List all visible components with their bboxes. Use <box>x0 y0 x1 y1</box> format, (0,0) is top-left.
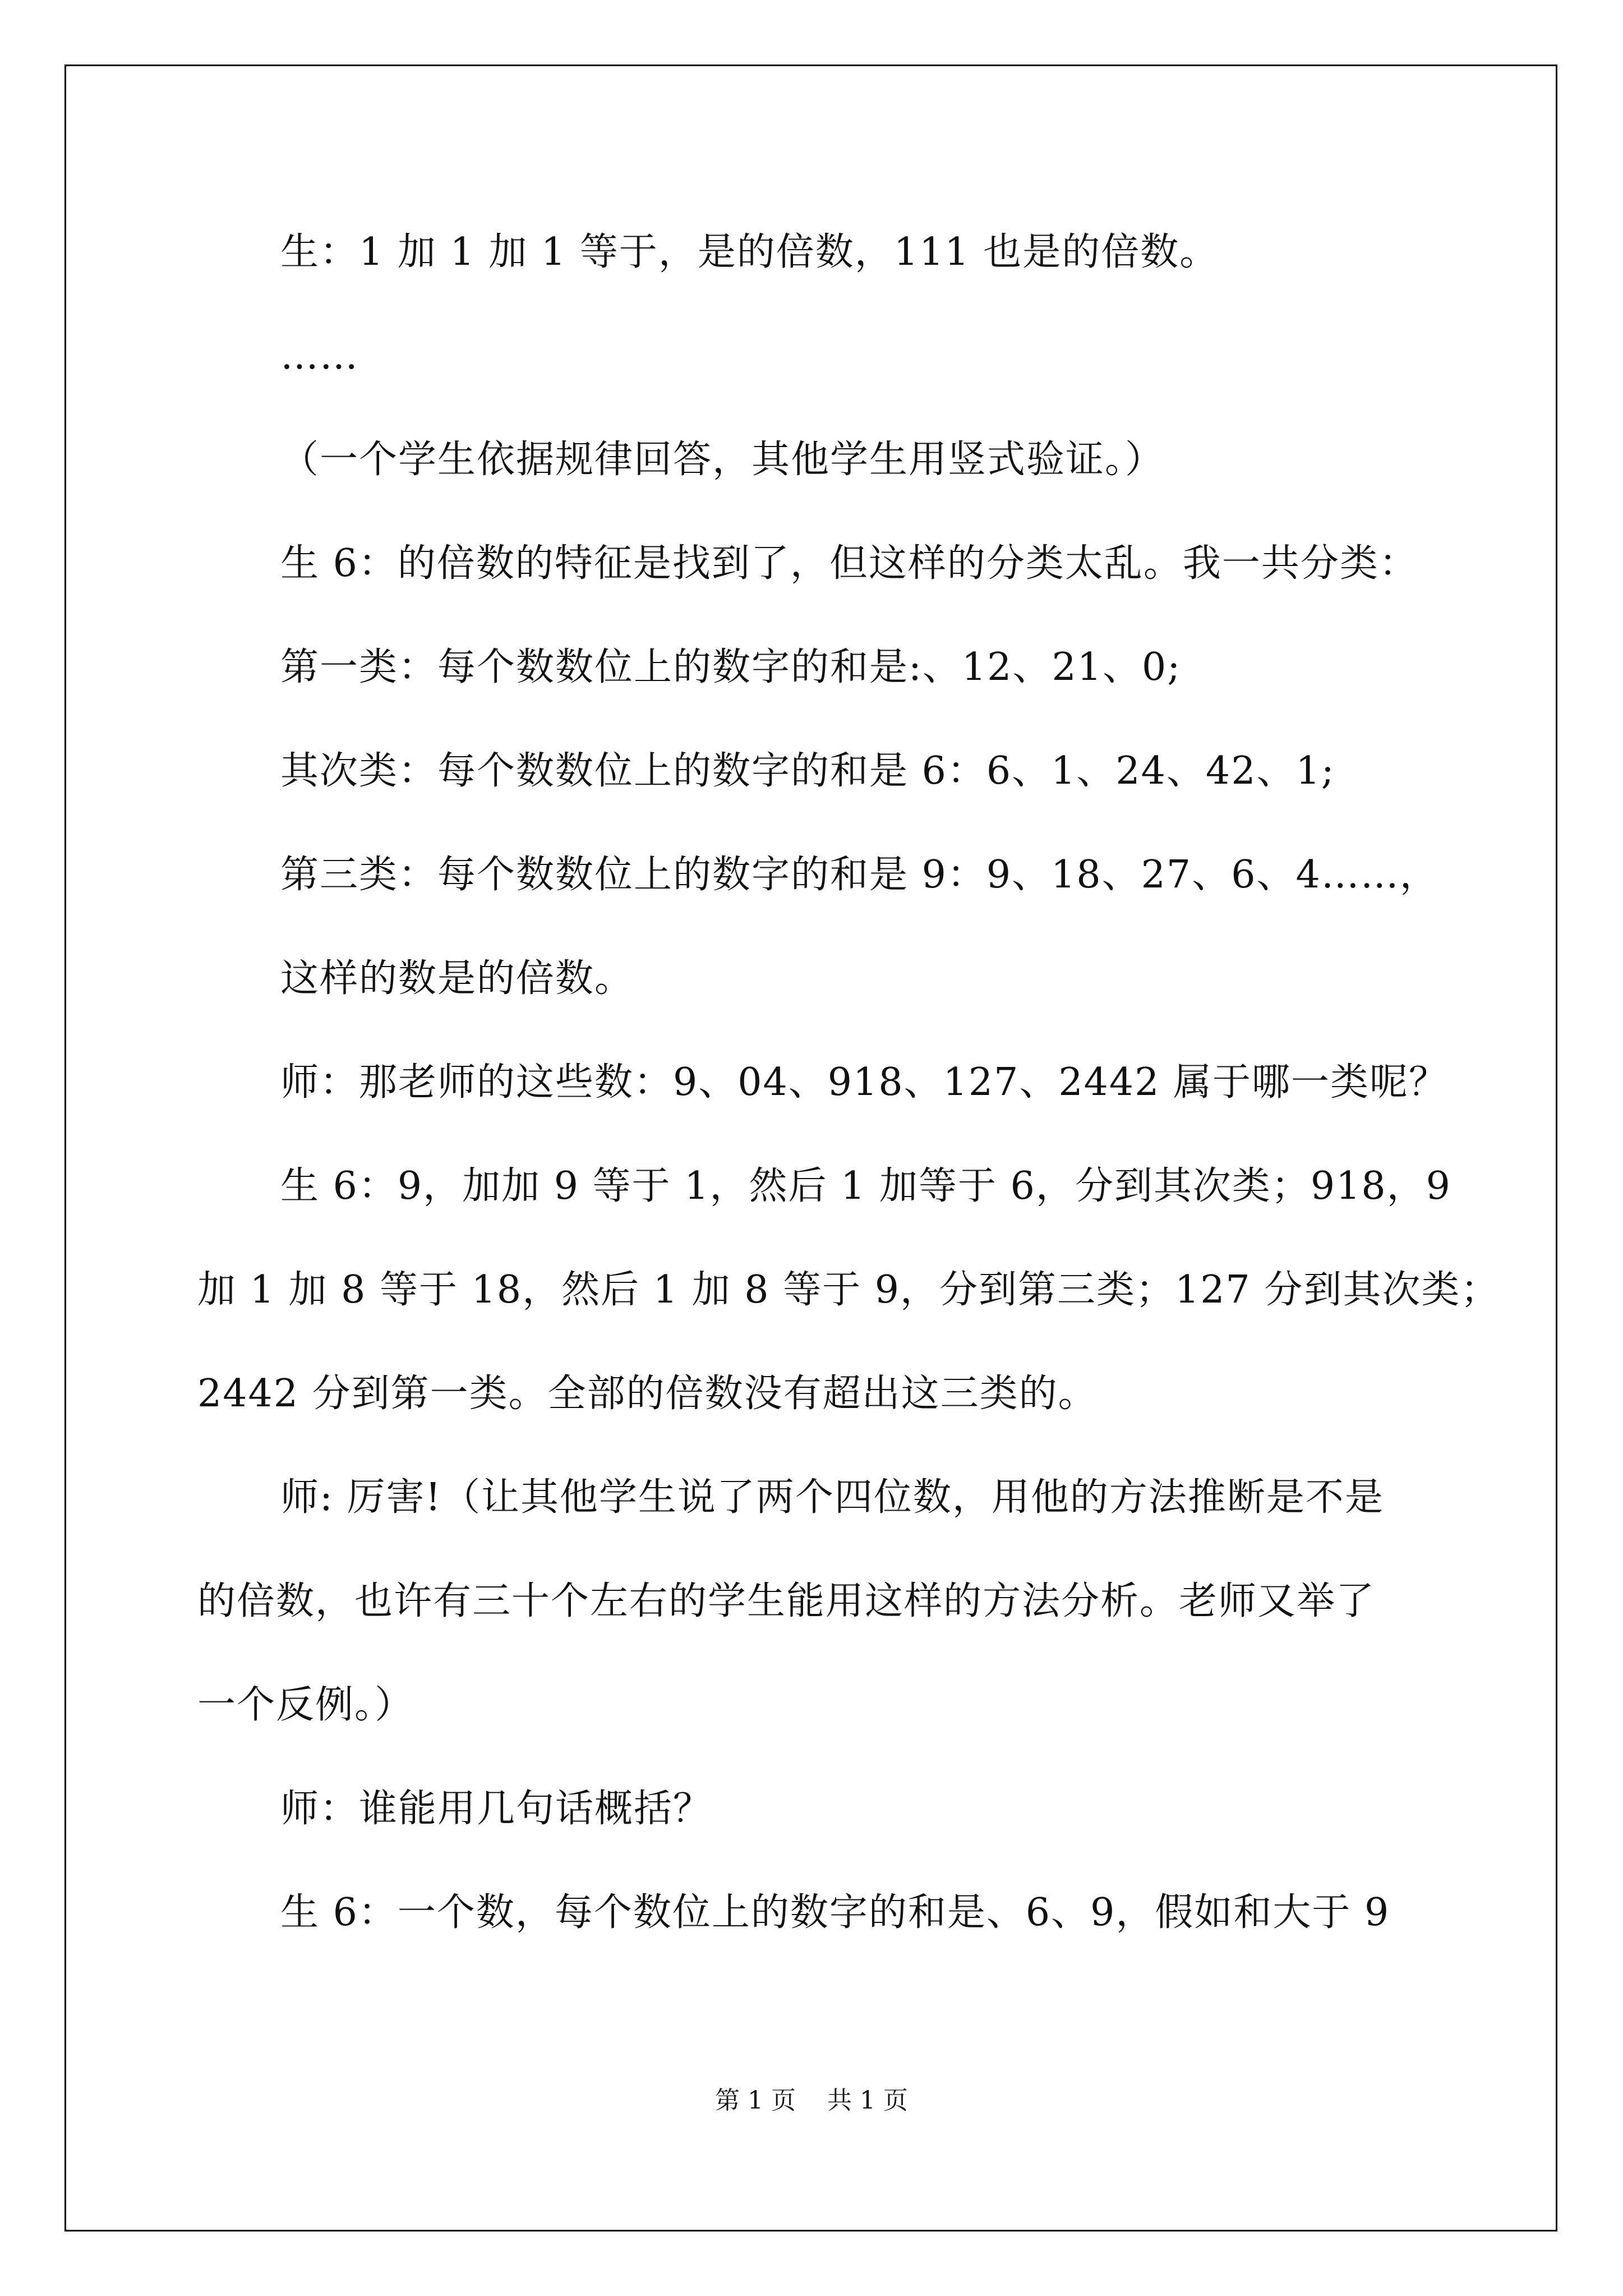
text-line-5: 第一类：每个数数位上的数字的和是:、12、21、0; <box>280 645 1182 689</box>
text-line-3: （一个学生依据规律回答，其他学生用竖式验证。） <box>280 438 1165 482</box>
text-line-2: …… <box>280 334 359 378</box>
text-line-11: 加 1 加 8 等于 18，然后 1 加 8 等于 9，分到第三类；127 分到其次类； <box>197 1268 1500 1312</box>
text-line-6: 其次类：每个数数位上的数字的和是 6：6、1、24、42、1; <box>280 749 1335 793</box>
text-line-10: 生 6：9，加加 9 等于 1，然后 1 加等于 6，分到其次类；918，9 <box>280 1164 1451 1208</box>
text-line-7: 第三类：每个数数位上的数字的和是 9：9、18、27、6、4……， <box>280 853 1439 897</box>
text-line-1: 生：1 加 1 加 1 等于，是的倍数，111 也是的倍数。 <box>280 230 1219 274</box>
text-line-17: 生 6：一个数，每个数位上的数字的和是、6、9，假如和大于 9 <box>280 1890 1390 1935</box>
text-line-12: 2442 分到第一类。全部的倍数没有超出这三类的。 <box>197 1372 1098 1416</box>
page-footer: 第 1 页 共 1 页 <box>715 2086 908 2115</box>
text-line-16: 师：谁能用几句话概括？ <box>280 1787 713 1831</box>
text-line-8: 这样的数是的倍数。 <box>280 956 634 1001</box>
text-line-9: 师：那老师的这些数：9、04、918、127、2442 属于哪一类呢？ <box>280 1060 1449 1105</box>
text-line-4: 生 6：的倍数的特征是找到了，但这样的分类太乱。我一共分类： <box>280 541 1418 586</box>
text-line-14: 的倍数，也许有三十个左右的学生能用这样的方法分析。老师又举了 <box>197 1579 1376 1623</box>
text-line-15: 一个反例。） <box>197 1683 414 1727</box>
text-line-13: 师: 厉害!（让其他学生说了两个四位数，用他的方法推断是不是 <box>280 1475 1384 1520</box>
